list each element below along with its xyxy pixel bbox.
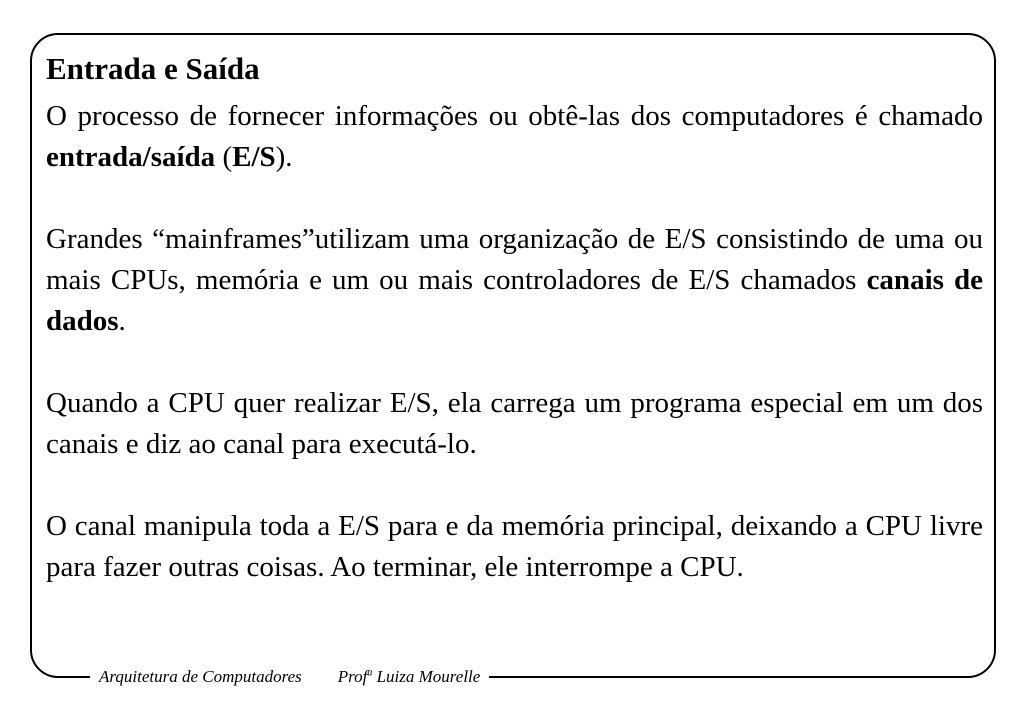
paragraph bbox=[46, 96, 983, 178]
paragraph-text: ). bbox=[275, 141, 293, 173]
paragraph-text: ( bbox=[215, 141, 233, 173]
paragraph bbox=[46, 506, 983, 588]
bold-term: canais de dados bbox=[46, 264, 983, 337]
paragraph-text: Quando a CPU quer realizar E/S, ela carrega um programa especial em um dos canais e diz ao canal para executá-lo. bbox=[46, 387, 983, 460]
paragraph-text: O canal manipula toda a E/S para e da memória principal, deixando a CPU livre para fazer outras coisas. Ao terminar, ele interrompe a CPU. bbox=[46, 510, 983, 583]
paragraph-text: . bbox=[118, 305, 126, 337]
professor-name: Luiza Mourelle bbox=[372, 667, 481, 686]
slide-footer bbox=[90, 666, 489, 688]
bold-term: E/S bbox=[232, 141, 276, 173]
paragraph-text: O processo de fornecer informações ou obtê-las dos computadores é chamado bbox=[46, 100, 983, 132]
professor-prefix: Prof bbox=[337, 667, 368, 686]
slide-content bbox=[46, 50, 983, 588]
course-name: Arquitetura de Computadores bbox=[99, 667, 302, 686]
paragraph-text: Grandes “mainframes”utilizam uma organização de E/S consistindo de uma ou mais CPUs, memória e um ou mais controladores de E/S chamados bbox=[46, 223, 983, 296]
slide-title: Entrada e Saída bbox=[46, 51, 260, 86]
professor-superscript: a bbox=[367, 667, 373, 679]
paragraph bbox=[46, 383, 983, 465]
paragraph bbox=[46, 219, 983, 342]
bold-term: entrada/saída bbox=[46, 141, 216, 173]
